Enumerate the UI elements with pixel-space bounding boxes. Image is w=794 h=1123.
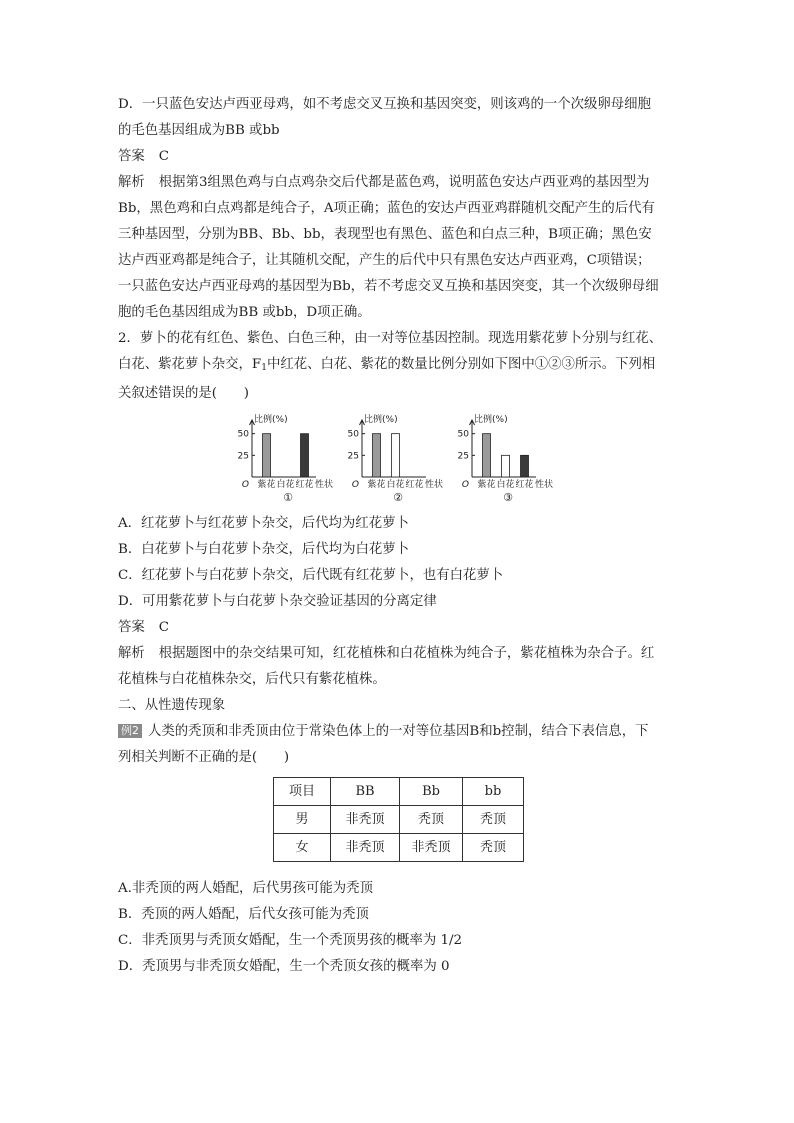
example-tag: 例2 — [118, 724, 142, 738]
category-label: 白花 — [386, 480, 405, 490]
example-stem-text: 人类的秃顶和非秃顶由位于常染色体上的一对等位基因B和b控制，结合下表信息，下 — [148, 724, 649, 739]
f1-subscript: 1 — [261, 363, 267, 373]
x-axis-label: 性状 — [534, 480, 554, 490]
y-tick-label: 25 — [347, 451, 359, 462]
bar — [502, 455, 510, 477]
table-header-cell: 项目 — [274, 778, 331, 806]
y-axis-label: 比例(%) — [254, 415, 288, 425]
q1-analysis-line: 三种基因型，分别为BB、Bb、bb，表现型也有黑色、蓝色和白点三种，B项正确；黑色安 — [118, 227, 652, 242]
bar — [483, 434, 491, 477]
answer-value: C — [158, 620, 170, 635]
answer-value: C — [158, 149, 170, 164]
bar — [392, 434, 400, 477]
q1-option-d-line2: 的毛色基因组成为BB 或bb — [118, 123, 280, 138]
y-tick-label: 25 — [457, 451, 469, 462]
y-axis-label: 比例(%) — [474, 415, 508, 425]
x-axis-label: 性状 — [424, 480, 444, 490]
category-label: 红花 — [515, 480, 534, 490]
y-tick-label: 25 — [237, 451, 249, 462]
origin-label: O — [351, 480, 359, 490]
bar — [373, 434, 381, 477]
bar-chart-svg-3 — [456, 411, 568, 505]
category-label: 白花 — [276, 480, 295, 490]
q2-answer — [118, 615, 678, 641]
chart-title: ① — [283, 491, 293, 504]
bar-chart-1 — [236, 411, 348, 515]
genotype-table — [273, 777, 524, 862]
y-axis-label: 比例(%) — [364, 415, 398, 425]
y-tick-label: 50 — [347, 429, 359, 440]
chart-title: ③ — [503, 491, 513, 504]
category-label: 白花 — [496, 480, 515, 490]
y-tick-label: 50 — [237, 429, 249, 440]
example-option-a: A.非秃顶的两人婚配，后代男孩可能为秃顶 — [118, 881, 373, 896]
analysis-label: 解析 — [118, 175, 145, 190]
table-header-row — [274, 778, 524, 806]
table-cell: 非秃顶 — [331, 834, 400, 862]
table-row — [274, 834, 524, 862]
table-cell: 男 — [274, 806, 331, 834]
content-column — [118, 92, 678, 980]
q1-analysis-line: 一只蓝色安达卢西亚母鸡的基因型为Bb，若不考虑交叉互换和基因突变，其一个次级卵母细 — [118, 279, 659, 294]
analysis-text: 根据题图中的杂交结果可知，红花植株和白花植株为纯合子，紫花植株为杂合子。红 — [158, 646, 655, 661]
origin-label: O — [461, 480, 469, 490]
analysis-text: 根据第3组黑色鸡与白点鸡杂交后代都是蓝色鸡，说明蓝色安达卢西亚鸡的基因型为 — [158, 175, 650, 190]
example-option-c: C．非秃顶男与秃顶女婚配，生一个秃顶男孩的概率为 1/2 — [118, 933, 463, 948]
analysis-label: 解析 — [118, 646, 145, 661]
category-label: 紫花 — [367, 480, 386, 490]
bar-chart-svg-1 — [236, 411, 348, 505]
example-stem-line — [118, 719, 678, 745]
table-header-cell: BB — [331, 778, 400, 806]
x-axis-label: 性状 — [314, 480, 334, 490]
bar-chart-svg-2 — [346, 411, 458, 505]
category-label: 红花 — [295, 480, 314, 490]
section-heading: 二、从性遗传现象 — [118, 698, 226, 713]
q2-stem-text: 白花、紫花萝卜杂交，F — [118, 357, 262, 372]
q2-analysis-line — [118, 641, 678, 667]
table-cell: 非秃顶 — [331, 806, 400, 834]
q2-analysis-line: 花植株与白花植株杂交，后代只有紫花植株。 — [118, 672, 386, 687]
q1-analysis-line: 达卢西亚鸡都是纯合子，让其随机交配，产生的后代中只有黑色安达卢西亚鸡，C项错误； — [118, 253, 651, 268]
answer-label: 答案 — [118, 620, 145, 635]
q1-analysis-line: 胞的毛色基因组成为BB 或bb，D项正确。 — [118, 305, 371, 320]
y-tick-label: 50 — [457, 429, 469, 440]
table-cell: 秃顶 — [400, 806, 463, 834]
q2-option-b: B．白花萝卜与白花萝卜杂交，后代均为白花萝卜 — [118, 542, 410, 557]
table-cell: 女 — [274, 834, 331, 862]
q2-stem-text: 中红花、白花、紫花的数量比例分别如下图中①②③所示。下列相 — [266, 357, 656, 372]
bar-chart-3 — [456, 411, 568, 515]
answer-label: 答案 — [118, 149, 145, 164]
q2-stem-line: 关叙述错误的是( ) — [118, 386, 249, 401]
bar-chart-2 — [346, 411, 458, 515]
origin-label: O — [241, 480, 249, 490]
category-label: 紫花 — [477, 480, 496, 490]
q1-answer — [118, 144, 678, 170]
table-header-cell: bb — [463, 778, 524, 806]
example-stem-line: 列相关判断不正确的是( ) — [118, 750, 290, 765]
table-cell: 秃顶 — [463, 834, 524, 862]
q2-option-d: D．可用紫花萝卜与白花萝卜杂交验证基因的分离定律 — [118, 594, 437, 609]
q1-option-d-line1: D．一只蓝色安达卢西亚母鸡，如不考虑交叉互换和基因突变，则该鸡的一个次级卵母细胞 — [118, 97, 651, 112]
q2-option-c: C．红花萝卜与白花萝卜杂交，后代既有红花萝卜，也有白花萝卜 — [118, 568, 504, 583]
q2-stem-line — [118, 352, 678, 381]
bar — [301, 434, 309, 477]
q1-analysis-line: Bb，黑色鸡和白点鸡都是纯合子，A项正确；蓝色的安达卢西亚鸡群随机交配产生的后代有 — [118, 201, 655, 216]
bar — [263, 434, 271, 477]
example-option-b: B．秃顶的两人婚配，后代女孩可能为秃顶 — [118, 907, 369, 922]
q1-analysis-line — [118, 170, 678, 196]
q2-stem-line: 2．萝卜的花有红色、紫色、白色三种，由一对等位基因控制。现选用紫花萝卜分别与红花、 — [118, 331, 663, 346]
category-label: 紫花 — [257, 480, 276, 490]
category-label: 红花 — [405, 480, 424, 490]
table-row — [274, 806, 524, 834]
q2-option-a: A．红花萝卜与红花萝卜杂交，后代均为红花萝卜 — [118, 516, 409, 531]
bar-charts-row — [118, 411, 678, 507]
bar — [521, 455, 529, 477]
example-option-d: D．秃顶男与非秃顶女婚配，生一个秃顶女孩的概率为 0 — [118, 959, 450, 974]
table-cell: 秃顶 — [463, 806, 524, 834]
chart-title: ② — [393, 491, 403, 504]
table-header-cell: Bb — [400, 778, 463, 806]
table-cell: 非秃顶 — [400, 834, 463, 862]
